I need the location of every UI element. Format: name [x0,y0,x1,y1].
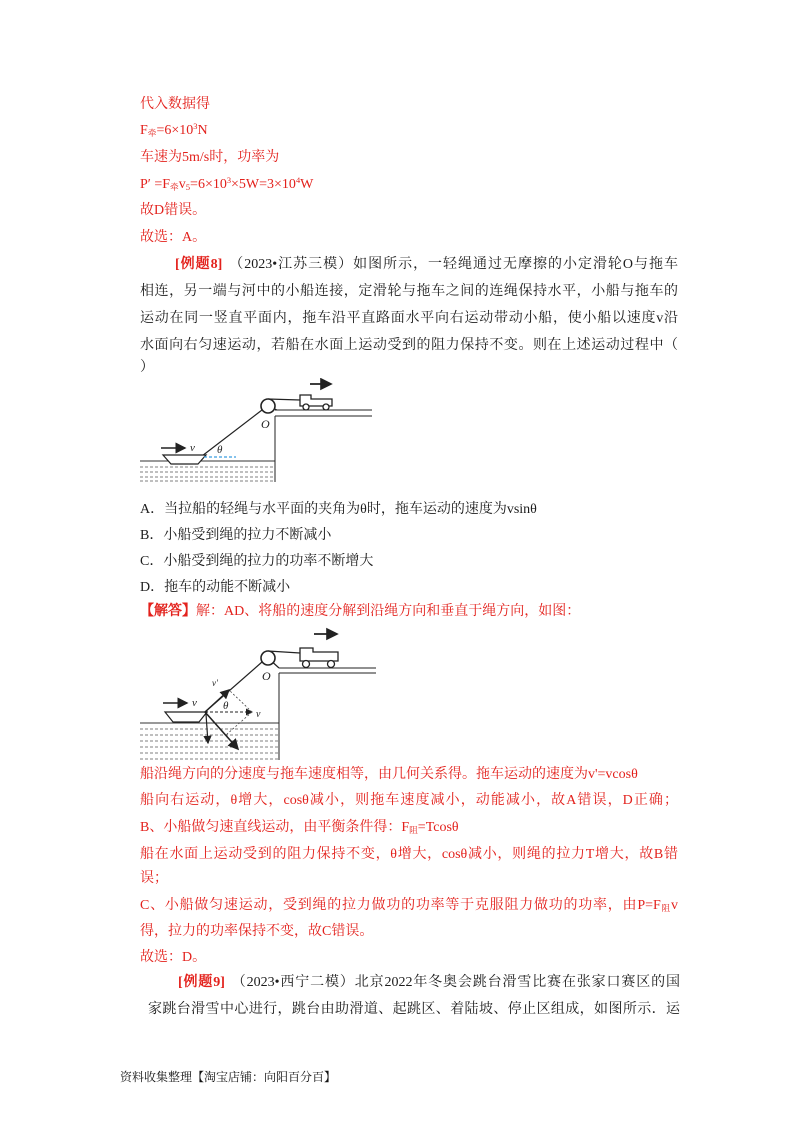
example9-tag: [例题9] [178,975,225,990]
truck-wheel [303,661,310,668]
formula-part: B、小船做匀速直线运动，由平衡条件得：F [140,820,410,835]
velocity-decomposition-diagram [140,622,380,762]
answer-line-b [140,818,678,838]
velocity-along-rope-label: v' [212,678,218,688]
example8-stem-line [175,255,678,275]
truck [300,648,338,661]
decomposition-guide [229,690,252,712]
boat [163,455,206,464]
page-footer: 资料收集整理【淘宝店铺：向阳百分百】 [120,1070,337,1084]
rope-to-boat [202,410,262,456]
answer-figure [140,622,380,762]
option-a: A．当拉船的轻绳与水平面的夹角为θ时，拖车运动的速度为vsinθ [140,502,537,517]
example8-stem-line: 水面向右匀速运动，若船在水面上运动受到的阻力保持不变。则在上述运动过程中（ [140,338,678,353]
solution-line-substitute: 代入数据得 [140,97,210,112]
formula-subscript: 5 [185,182,191,193]
example9-stem-text: （2023•西宁二模）北京2022年冬奥会跳台滑雪比赛在张家口赛区的国 [230,975,680,990]
formula-subscript: 牵 [170,182,179,193]
formula-superscript: 3 [226,175,232,185]
answer-line: 船沿绳方向的分速度与拖车速度相等，由几何关系得。拖车运动的速度为v'=vcosθ [140,767,638,782]
answer-choice: 故选：D。 [140,950,207,965]
option-c: C．小船受到绳的拉力的功率不断增大 [140,554,374,569]
velocity-down-arrow [206,714,208,743]
formula-subscript: 牵 [147,128,157,139]
formula-superscript: 3 [193,121,198,131]
boat-velocity-label: v [192,697,197,709]
answer-line: 船在水面上运动受到的阻力保持不变，θ增大，cosθ减小，则绳的拉力T增大，故B错 [140,847,678,862]
example8-stem-line: ） [140,360,154,375]
formula-part: P′ =F [140,177,171,192]
velocity-label: v [256,709,261,720]
answer-tag: 【解答】 [140,604,196,619]
formula-subscript: 阻 [409,825,418,836]
formula-part: F [140,123,148,138]
answer-line-c [140,896,678,916]
formula-superscript: 4 [295,175,301,185]
pulley [261,399,275,413]
example9-stem-line [178,973,680,993]
pulley-label: O [262,669,271,683]
angle-label: θ [223,700,229,712]
boat [165,712,207,722]
rope-horizontal [268,399,300,400]
answer-line: 误； [140,871,168,886]
truck-wheel [328,661,335,668]
pulley-label: O [261,417,270,431]
pulley [261,651,275,665]
example8-tag: [例题8] [175,257,223,272]
example8-stem-line: 相连，另一端与河中的小船连接，定滑轮与拖车之间的连绳保持水平，小船与拖车的 [140,284,678,299]
formula-part: N [197,123,208,138]
answer-line: 得，拉力的功率保持不变，故C错误。 [140,924,374,939]
formula-part: v [178,177,186,192]
formula-part: =Tcosθ [417,820,459,835]
formula-part: =6×10 [156,123,194,138]
example8-stem-text: （2023•江苏三模）如图所示，一轻绳通过无摩擦的小定滑轮O与拖车 [228,257,678,272]
solution-line-power [140,175,678,195]
answer-line: 船向右运动，θ增大，cosθ减小，则拖车速度减小，动能减小，故A错误，D正确； [140,793,678,808]
option-d: D．拖车的动能不断减小 [140,580,291,595]
boat-velocity-label: v [190,442,195,454]
angle-label: θ [217,444,223,456]
formula-part: W [300,177,314,192]
formula-part: =6×10 [190,177,227,192]
truck-wheel [303,404,309,410]
example9-stem-line: 家跳台滑雪中心进行，跳台由助滑道、起跳区、着陆坡、停止区组成，如图所示．运 [148,1002,680,1017]
formula-subscript: 阻 [660,903,671,914]
solution-line-choice: 故选：A。 [140,230,207,245]
formula-part: ×5W=3×10 [231,177,296,192]
example8-figure [140,378,375,483]
formula-part: C、小船做匀速运动，受到绳的拉力做功的功率等于克服阻力做功的功率，由P=F [140,898,661,913]
solution-line-speed: 车速为5m/s时，功率为 [140,150,280,165]
truck-wheel [323,404,329,410]
answer-intro [140,602,678,622]
option-b: B．小船受到绳的拉力不断减小 [140,528,332,543]
pulley-boat-diagram [140,378,375,483]
formula-part: v [671,898,678,913]
answer-intro-text: 解：AD、将船的速度分解到沿绳方向和垂直于绳方向，如图： [196,604,581,619]
example8-stem-line: 运动在同一竖直平面内，拖车沿平直路面水平向右运动带动小船，使小船以速度v沿 [140,311,678,326]
solution-line-conclusion: 故D错误。 [140,203,207,218]
solution-line-force [140,121,678,141]
velocity-perpendicular-arrow [205,712,238,749]
